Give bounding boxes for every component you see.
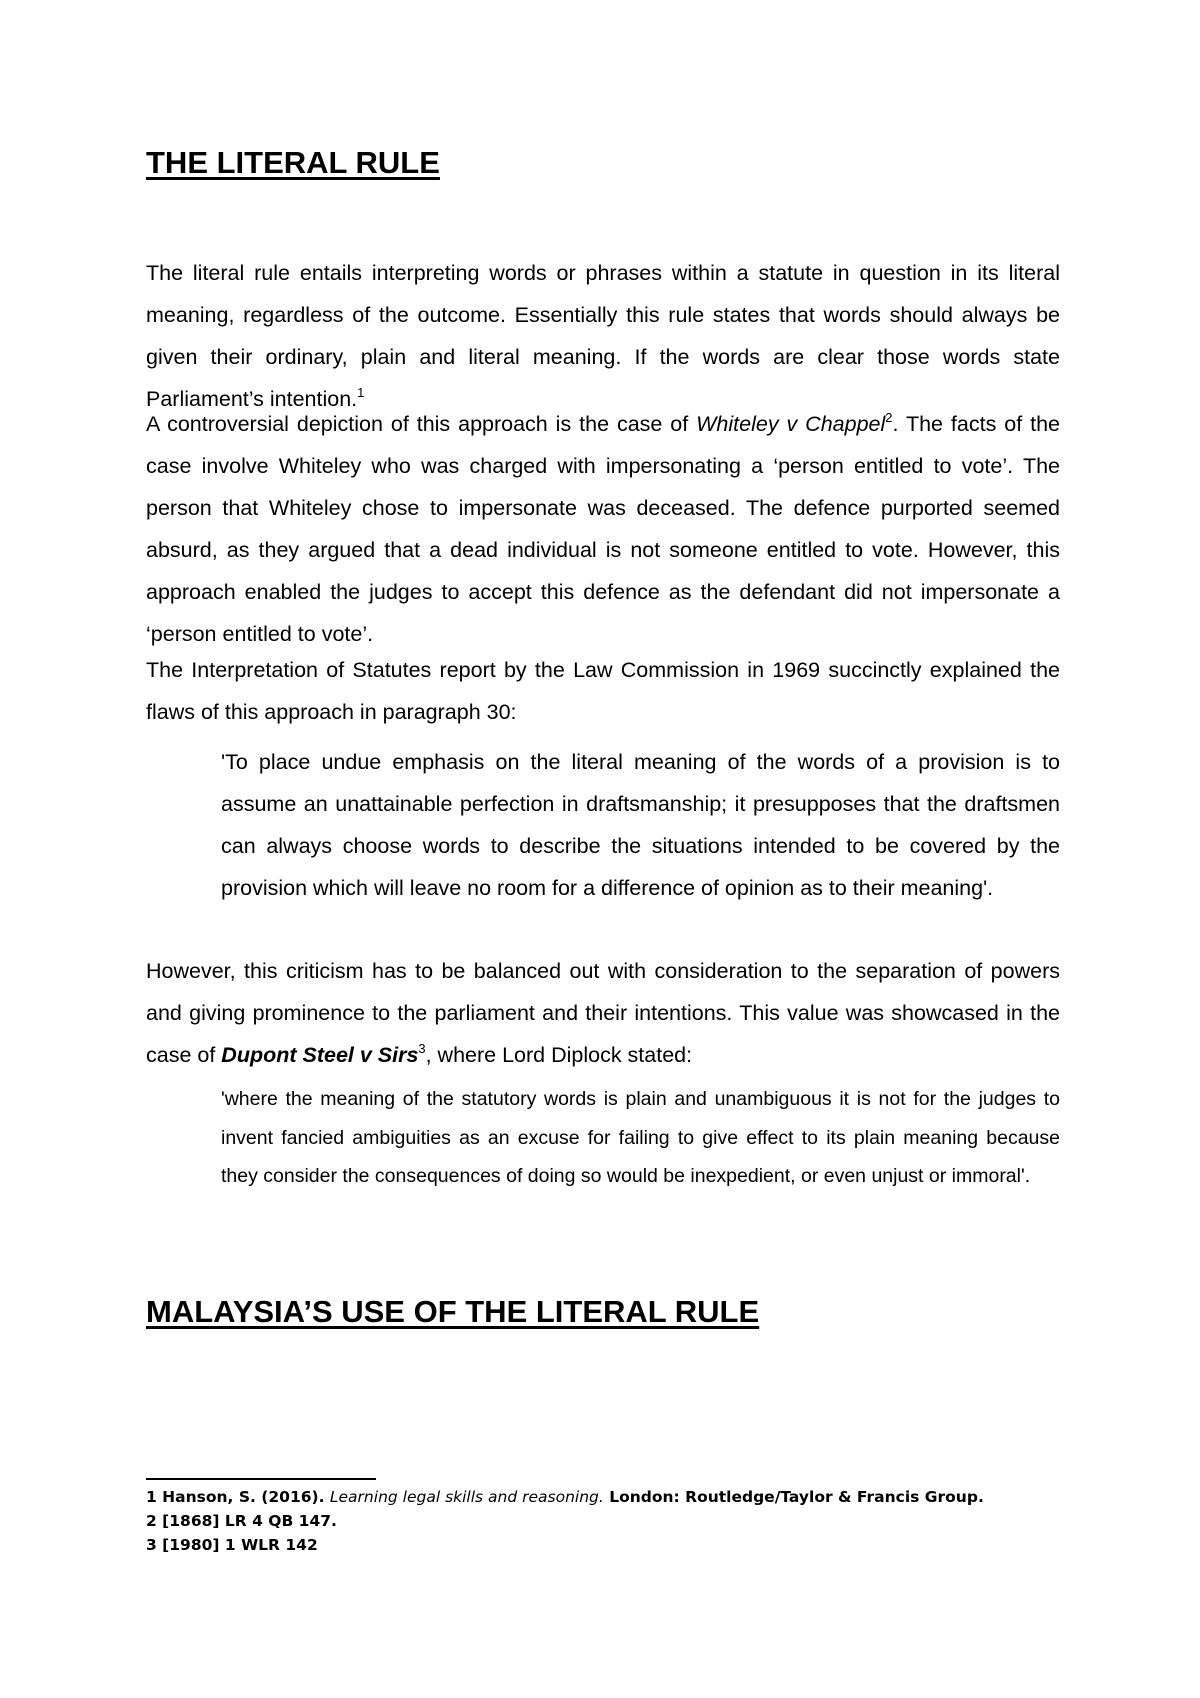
footnote-1-after: London: Routledge/Taylor & Francis Group.	[603, 1488, 984, 1506]
paragraph-intro-text: The literal rule entails interpreting words or phrases within a statute in question in its literal meaning, regardless of the outcome. Essentially this rule states that words should always be given their ordinary, plain and literal meaning. If the words are clear those words state Parliament’s intention.	[146, 261, 1060, 411]
footnote-separator	[146, 1478, 376, 1480]
paragraph-whiteley-after: . The facts of the case involve Whiteley who was charged with impersonating a ‘person entitled to vote’. The person that Whiteley chose to impersonate was deceased. The defence purported seemed absurd, as they argued that a dead individual is not someone entitled to vote. However, this approach enabled the judges to accept this defence as the defendant did not impersonate a ‘person entitled to vote’.	[146, 412, 1061, 646]
footnote-2: 2 [1868] LR 4 QB 147.	[146, 1512, 337, 1530]
footnote-3: 3 [1980] 1 WLR 142	[146, 1536, 318, 1554]
footnote-1-title: Learning legal skills and reasoning.	[329, 1488, 604, 1506]
paragraph-whiteley	[146, 403, 1060, 655]
case-name-whiteley: Whiteley v Chappel	[696, 412, 886, 436]
paragraph-whiteley-before: A controversial depiction of this approach is the case of	[146, 412, 697, 436]
footnote-1	[146, 1486, 984, 1508]
footnote-1-before: 1 Hanson, S. (2016).	[146, 1488, 330, 1506]
heading-malaysia: MALAYSIA’S USE OF THE LITERAL RULE	[146, 1294, 760, 1329]
paragraph-sop-after: , where Lord Diplock stated:	[425, 1043, 693, 1067]
paragraph-intro	[146, 252, 1060, 420]
quote-lord-diplock: 'where the meaning of the statutory words is plain and unambiguous it is not for the judges to invent fancied ambiguities as an excuse for failing to give effect to its plain meaning because they consider the consequences of doing so would be inexpedient, or even unjust or immoral'.	[221, 1088, 1060, 1187]
heading-literal-rule: THE LITERAL RULE	[146, 145, 440, 180]
footnote-ref-2: 2	[885, 409, 893, 425]
paragraph-law-commission: The Interpretation of Statutes report by the Law Commission in 1969 succinctly explained the flaws of this approach in paragraph 30:	[146, 658, 1060, 724]
paragraph-separation-of-powers	[146, 950, 1060, 1076]
footnote-ref-3: 3	[418, 1040, 426, 1056]
paragraph-sop-before: However, this criticism has to be balanced out with consideration to the separation of powers and giving prominence to the parliament and their intentions. This value was showcased in the case of	[146, 959, 1060, 1067]
footnote-ref-1: 1	[357, 384, 365, 400]
case-name-dupont: Dupont Steel v Sirs	[221, 1043, 419, 1067]
quote-law-commission: 'To place undue emphasis on the literal meaning of the words of a provision is to assume an unattainable perfection in draftsmanship; it presupposes that the draftsmen can always choose words to describe the situations intended to be covered by the provision which will leave no room for a difference of opinion as to their meaning'.	[221, 750, 1060, 900]
